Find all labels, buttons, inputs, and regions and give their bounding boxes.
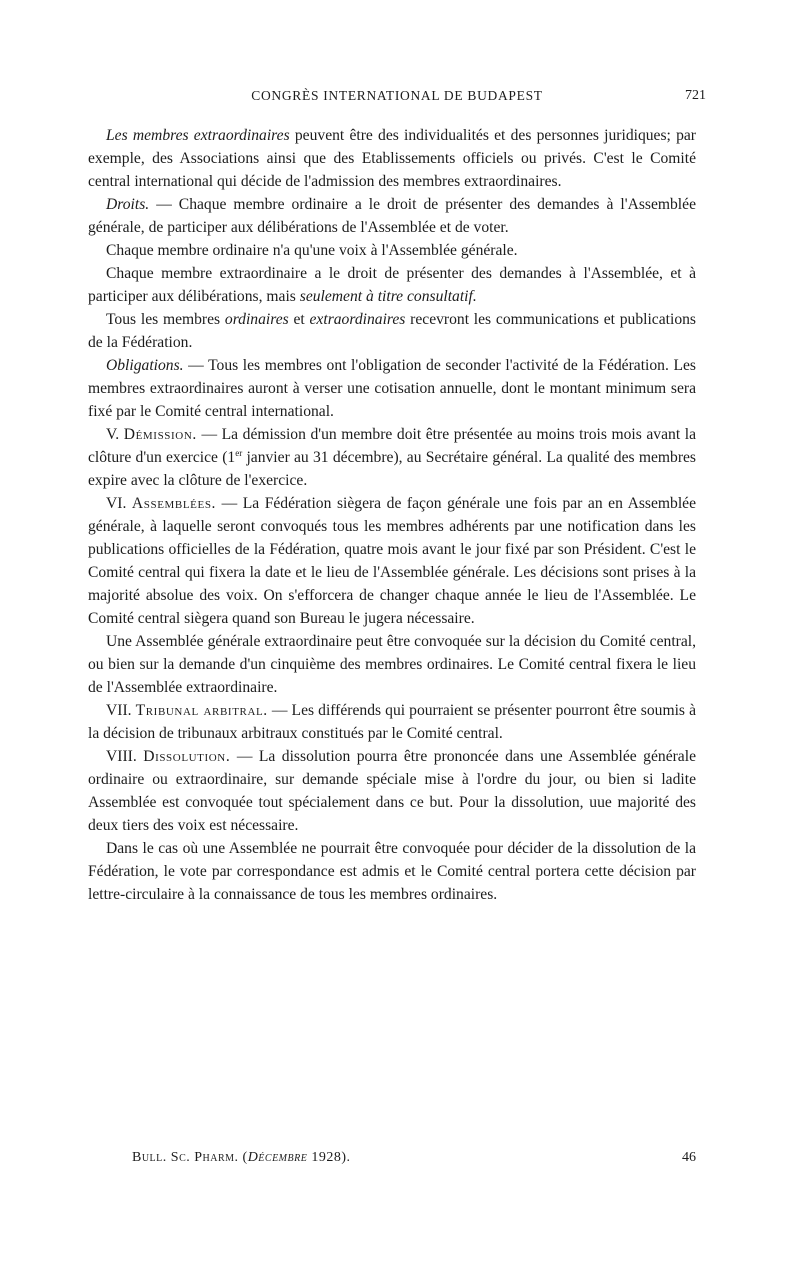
section-v-demission: V. Démission. — La démission d'un membre doit être présentée au moins trois mois avant la clôture d'un exercice (1er janvier au 31 décembre), au Secrétaire général. La qualité des membres expire avec la clôture de l'exercice.	[88, 426, 697, 489]
page-number: 721	[685, 88, 706, 103]
paragraph-correspondence-vote: Dans le cas où une Assemblée ne pourrait être convoquée pour décider de la dissolution de la Fédération, le vote par correspondance est admis et le Comité central portera cette décision par lettre-circulaire à la connaissance de tous les membres ordinaires.	[88, 840, 696, 903]
running-header	[88, 84, 706, 108]
section-heading: Tribunal arbitral.	[135, 702, 268, 719]
paragraph-obligations: Obligations. — Tous les membres ont l'obligation de seconder l'activité de la Fédération. Les membres extraordinaires auront à verser une cotisation annuelle, dont le montant minimum sera fixé par le Comité central international.	[88, 357, 696, 420]
section-heading: Assemblées.	[131, 495, 217, 512]
signature-mark: 46	[682, 1150, 696, 1165]
page-footer	[132, 1150, 696, 1170]
paragraph-ordinary-vote: Chaque membre ordinaire n'a qu'une voix à l'Assemblée générale.	[106, 242, 518, 259]
section-heading: Démission.	[123, 426, 197, 443]
paragraph-extraordinary-rights: Chaque membre extraordinaire a le droit de présenter des demandes à l'Assemblée, et à participer aux délibérations, mais seulement à titre consultatif.	[88, 265, 696, 305]
section-vi-assemblees: VI. Assemblées. — La Fédération siègera de façon générale une fois par an en Assemblée générale, à laquelle seront convoqués tous les membres adhérents par une notification dans les publications officielles de la Fédération, quatre mois avant le jour fixé par son Président. C'est le Comité central qui fixera la date et le lieu de l'Assemblée générale. Les décisions sont prises à la majorité absolue des voix. On s'efforcera de changer chaque année le lieu de l'Assemblée. Le Comité central siègera quand son Bureau le jugera nécessaire.	[88, 495, 696, 627]
paragraph-rights: Droits. — Chaque membre ordinaire a le droit de présenter des demandes à l'Assemblée générale, de participer aux délibérations de l'Assemblée et de voter.	[88, 196, 696, 236]
paragraph-communications: Tous les membres ordinaires et extraordinaires recevront les communications et publications de la Fédération.	[88, 311, 696, 351]
running-title: CONGRÈS INTERNATIONAL DE BUDAPEST	[251, 88, 543, 103]
section-heading: Dissolution.	[143, 748, 231, 765]
paragraph-extraordinary-members: Les membres extraordinaires peuvent être des individualités et des personnes juridiques; par exemple, des Associations ainsi que des Etablissements officiels ou privés. C'est le Comité central international qui décide de l'admission des membres extraordinaires.	[88, 127, 696, 190]
section-vii-tribunal: VII. Tribunal arbitral. — Les différends qui pourraient se présenter pourront être soumis à la décision de tribunaux arbitraux constitués par le Comité central.	[88, 702, 696, 742]
paragraph-extraordinary-assembly: Une Assemblée générale extraordinaire peut être convoquée sur la décision du Comité central, ou bien sur la demande d'un cinquième des membres ordinaires. Le Comité central fixera le lieu de l'Assemblée extraordinaire.	[88, 633, 696, 696]
section-viii-dissolution: VIII. Dissolution. — La dissolution pourra être prononcée dans une Assemblée générale ordinaire ou extraordinaire, sur demande spéciale mise à l'ordre du jour, ou bien si ladite Assemblée est convoquée tout spécialement dans ce but. Pour la dissolution, uue majorité des deux tiers des voix est nécessaire.	[88, 748, 696, 834]
journal-citation: Bull. Sc. Pharm. (Décembre 1928).	[132, 1150, 351, 1165]
body-text	[88, 124, 696, 906]
